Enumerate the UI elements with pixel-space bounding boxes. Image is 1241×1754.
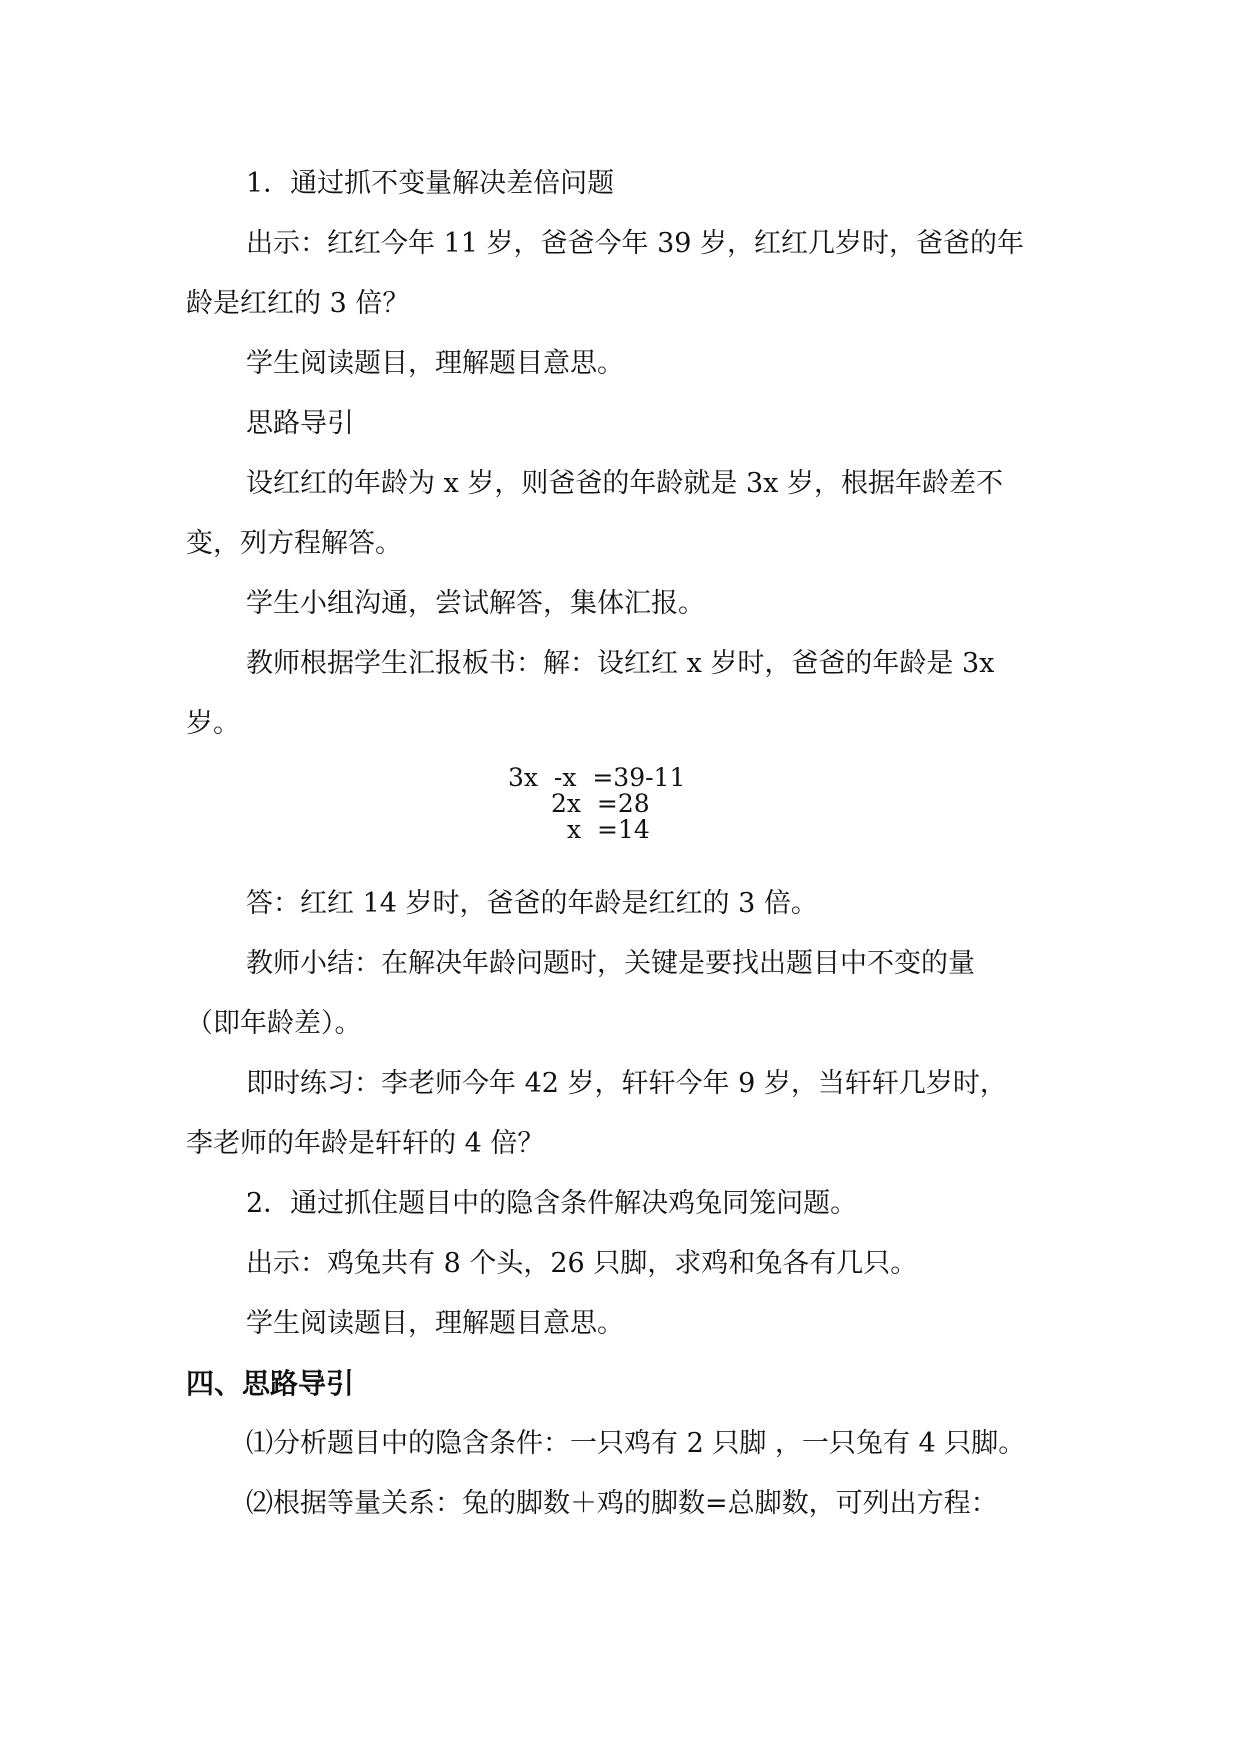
problem-1-statement: 出示：红红今年 11 岁，爸爸今年 39 岁，红红几岁时，爸爸的年 [246, 228, 1025, 259]
paragraph: 学生阅读题目，理解题目意思。 [246, 1308, 624, 1339]
paragraph: 设红红的年龄为 x 岁，则爸爸的年龄就是 3x 岁，根据年龄差不 [246, 468, 1003, 499]
equation-line: 2x =28 [551, 789, 650, 818]
section-1-title: 1．通过抓不变量解决差倍问题 [246, 168, 615, 199]
problem-1-statement-cont: 龄是红红的 3 倍？ [186, 288, 410, 319]
equation-line: x =14 [567, 815, 650, 844]
section-heading: 四、思路导引 [186, 1367, 355, 1400]
paragraph: 教师小结：在解决年龄问题时，关键是要找出题目中不变的量 [246, 948, 975, 979]
paragraph: 学生小组沟通，尝试解答，集体汇报。 [246, 588, 705, 619]
paragraph-cont: （即年龄差）。 [186, 1008, 362, 1039]
equation-line: 3x -x =39-11 [508, 763, 686, 792]
paragraph-cont: 岁。 [186, 708, 240, 739]
paragraph: 学生阅读题目，理解题目意思。 [246, 348, 624, 379]
subheading: 思路导引 [246, 408, 354, 439]
problem-2-statement: 出示：鸡兔共有 8 个头，26 只脚，求鸡和兔各有几只。 [246, 1248, 918, 1279]
section-2-title: 2．通过抓住题目中的隐含条件解决鸡兔同笼问题。 [246, 1188, 858, 1219]
paragraph-cont: 变，列方程解答。 [186, 528, 402, 559]
paragraph: 教师根据学生汇报板书：解：设红红 x 岁时，爸爸的年龄是 3x [246, 648, 995, 679]
list-item: ⑵根据等量关系：兔的脚数＋鸡的脚数=总脚数，可列出方程： [246, 1488, 998, 1519]
list-item: ⑴分析题目中的隐含条件：一只鸡有 2 只脚 ，一只兔有 4 只脚。 [246, 1428, 1026, 1459]
practice-question: 即时练习：李老师今年 42 岁，轩轩今年 9 岁，当轩轩几岁时， [246, 1068, 1007, 1099]
answer-line: 答：红红 14 岁时，爸爸的年龄是红红的 3 倍。 [246, 888, 818, 919]
practice-question-cont: 李老师的年龄是轩轩的 4 倍？ [186, 1128, 545, 1159]
